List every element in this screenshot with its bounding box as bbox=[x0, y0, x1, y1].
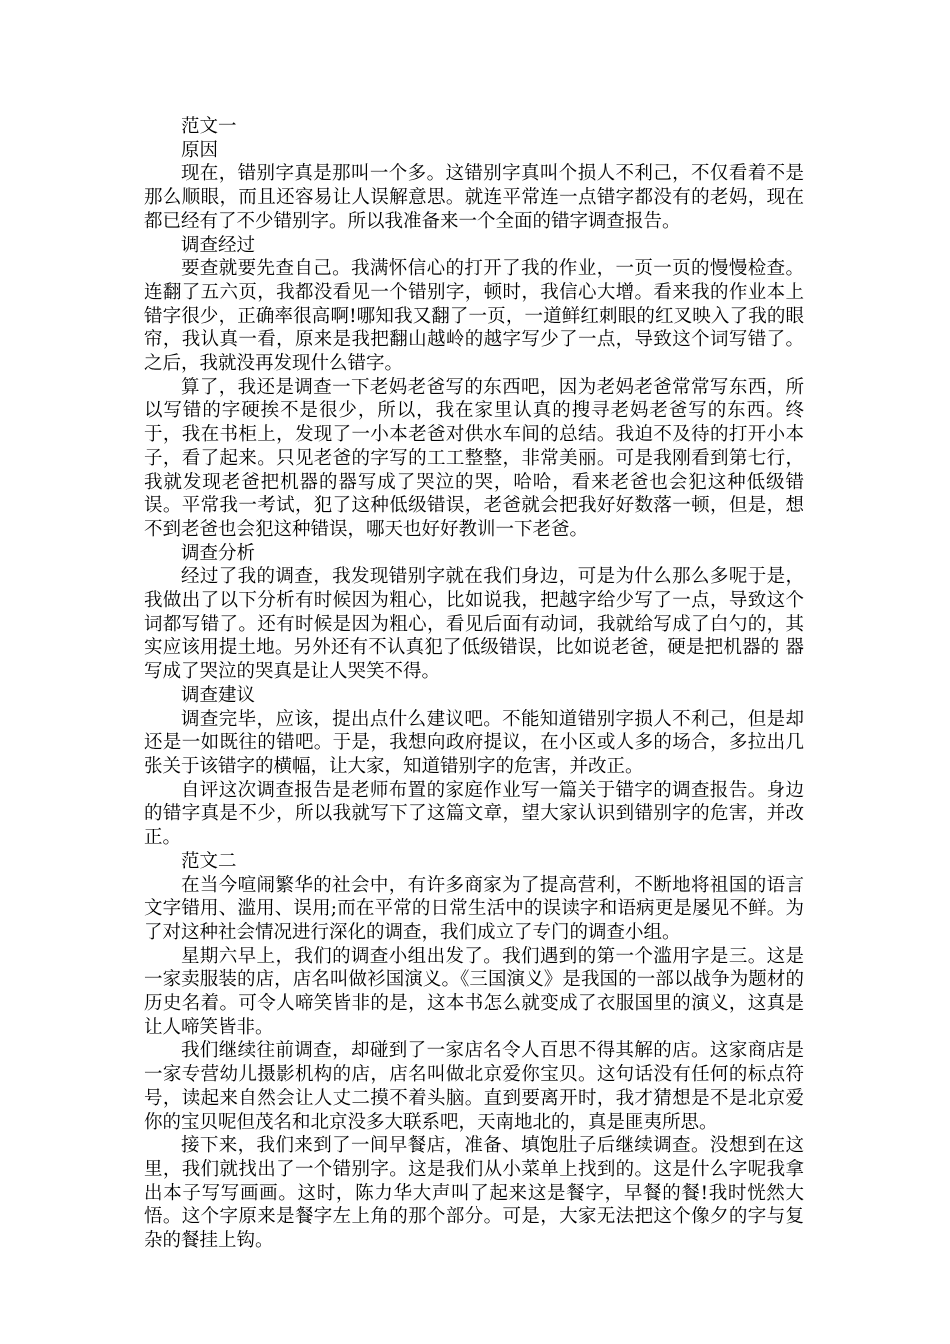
body-paragraph: 在当今喧闹繁华的社会中，有许多商家为了提高营利，不断地将祖国的语言文字错用、滥用、误用;而在平常的日常生活中的误读字和语病更是屡见不鲜。为了对这种社会情况进行深化的调查，我们成立了专门的调查小组。 bbox=[144, 874, 804, 943]
body-paragraph: 现在，错别字真是那叫一个多。这错别字真叫个损人不利己，不仅看着不是那么顺眼，而且还容易让人误解意思。就连平常连一点错字都没有的老妈，现在都已经有了不少错别字。所以我准备来一个全面的错字调查报告。 bbox=[144, 163, 804, 232]
section-heading: 原因 bbox=[181, 139, 219, 161]
section-heading: 范文二 bbox=[181, 850, 237, 872]
section-heading: 调查经过 bbox=[181, 234, 256, 256]
body-paragraph: 我们继续往前调查，却碰到了一家店名令人百思不得其解的店。这家商店是一家专营幼儿摄影机构的店，店名叫做北京爱你宝贝。这句话没有任何的标点符号，读起来自然会让人丈二摸不着头脑。直到要离开时，我才猜想是不是北京爱你的宝贝呢但茂名和北京没多大联系吧，天南地北的，真是匪夷所思。 bbox=[144, 1040, 804, 1133]
section-heading: 调查建议 bbox=[181, 684, 256, 706]
body-paragraph: 星期六早上，我们的调查小组出发了。我们遇到的第一个滥用字是三。这是一家卖服装的店，店名叫做衫国演义。《三国演义》是我国的一部以战争为题材的历史名着。可令人啼笑皆非的是，这本书怎么就变成了衣服国里的演义，这真是让人啼笑皆非。 bbox=[144, 945, 804, 1038]
body-paragraph: 接下来，我们来到了一间早餐店，准备、填饱肚子后继续调查。没想到在这里，我们就找出了一个错别字。这是我们从小菜单上找到的。这是什么字呢我拿出本子写写画画。这时，陈力华大声叫了起来这是餐字，早餐的餐!我时恍然大悟。这个字原来是餐字左上角的那个部分。可是，大家无法把这个像夕的字与复杂的餐挂上钩。 bbox=[144, 1135, 804, 1252]
document-body bbox=[144, 115, 804, 1253]
body-paragraph: 自评这次调查报告是老师布置的家庭作业写一篇关于错字的调查报告。身边的错字真是不少，所以我就写下了这篇文章，望大家认识到错别字的危害，并改正。 bbox=[144, 779, 804, 849]
section-heading: 调查分析 bbox=[181, 542, 256, 564]
body-paragraph: 经过了我的调查，我发现错别字就在我们身边，可是为什么那么多呢于是，我做出了以下分析有时候因为粗心，比如说我，把越字给少写了一点，导致这个词都写错了。还有时候是因为粗心，看见后面有动词，我就给写成了白勺的，其实应该用提土地。另外还有不认真犯了低级错误，比如说老爸，硬是把机器的 器写成了哭泣的哭真是让人哭笑不得。 bbox=[144, 566, 804, 683]
section-heading: 范文一 bbox=[181, 116, 237, 137]
body-paragraph: 要查就要先查自己。我满怀信心的打开了我的作业，一页一页的慢慢检查。连翻了五六页，我都没看见一个错别字，顿时，我信心大增。看来我的作业本上错字很少，正确率很高啊!哪知我又翻了一页，一道鲜红刺眼的红叉映入了我的眼帘，我认真一看，原来是我把翻山越岭的越字写少了一点，导致这个词写错了。之后，我就没再发现什么错字。 bbox=[144, 258, 805, 375]
body-paragraph: 调查完毕，应该，提出点什么建议吧。不能知道错别字损人不利己，但是却还是一如既往的错吧。于是，我想向政府提议，在小区或人多的场合，多拉出几张关于该错字的横幅，让大家，知道错别字的危害，并改正。 bbox=[144, 708, 804, 777]
body-paragraph: 算了，我还是调查一下老妈老爸写的东西吧，因为老妈老爸常常写东西，所以写错的字硬挨不是很少，所以，我在家里认真的搜寻老妈老爸写的东西。终于，我在书柜上，发现了一小本老爸对供水车间的总结。我迫不及待的打开小本子，看了起来。只见老爸的字写的工工整整，非常美丽。可是我刚看到第七行，我就发现老爸把机器的器写成了哭泣的哭，哈哈，看来老爸也会犯这种低级错误。平常我一考试，犯了这种低级错误，老爸就会把我好好数落一顿，但是，想不到老爸也会犯这种错误，哪天也好好教训一下老爸。 bbox=[144, 376, 804, 540]
